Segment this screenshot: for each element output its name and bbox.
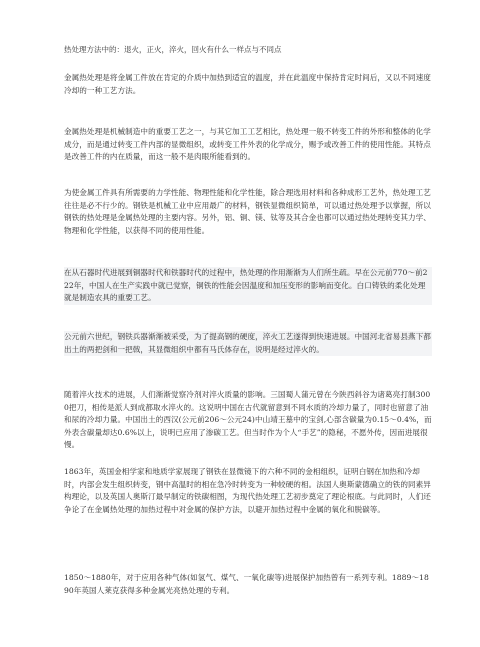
paragraph: 公元前六世纪，钢铁兵器渐渐被采受，为了提高钢的硬度，淬火工艺遂得到快速进展。中国河北省易县燕下都出土的两把剑和一把戟，其显微组织中都有马氏体存在，说明是经过淬火的。 — [64, 331, 432, 356]
paragraph: 随着淬火技术的进展，人们渐渐觉察冷剂对淬火质量的影响。三国蜀人蒲元曾在今陕西斜谷为诸葛亮打制3000把刀，相传是派人到成都取水淬火的。这说明中国在古代就留意到不同水质的冷却力量了，同时也留意了油和尿的冷却力量。中国出土的西汉(公元前206～公元24)中山靖王墓中的宝剑,心部含碳量为0.15～0.4%，而外表含碳量却达0.6%以上，说明已应用了渗碳工艺。但当时作为个人“手艺”的隐秘，不愿外传，因而进展很慢。 — [64, 390, 432, 450]
paragraph: 1850～1880年，对于应用各种气体(如氢气、煤气、一氧化碳等)进展保护加热曾有一系列专利。1889～1890年英国人莱克获得多种金属光亮热处理的专利。 — [64, 573, 429, 595]
paragraph: 金属热处理是机械制造中的重要工艺之一，与其它加工工艺相比，热处理一般不转变工件的外形和整体的化学成分，而是通过转变工件内部的显微组织，或转变工件外表的化学成分，赐予或改善工件的使用性能。其特点是改善工件的内在质量，而这一般不是肉眼所能看到的。 — [64, 127, 431, 162]
paragraph: 金属热处理是将金属工件放在肯定的介质中加热到适宜的温度，并在此温度中保持肯定时间后，又以不同速度冷却的一种工艺方法。 — [64, 73, 431, 95]
paragraph: 1863年，英国金相学家和地质学家展现了钢铁在显微镜下的六种不同的金相组织，证明白钢在加热和冷却时，内部会发生组织转变，钢中高温时的相在急冷时转变为一种较硬的相。法国人奥斯蒙德确立的铁的同素异构理论，以及英国人奥斯汀最早制定的铁碳相图，为现代热处理工艺初步奠定了理论根底。与此同时，人们还争论了在金属热处理的加热过程中对金属的保护方法，以避开加热过程中金属的氧化和脱碳等。 — [64, 467, 431, 514]
paragraph: 在从石器时代进展到铜器时代和铁器时代的过程中，热处理的作用渐渐为人们所生疏。早在公元前770～前222年，中国人在生产实践中就已觉察，铜铁的性能会因温度和加压变形的影响而变化。白口铸铁的柔化处理就是制造农具的重要工艺。 — [64, 267, 432, 305]
document-title: 热处理方法中的：退火，正火，淬火，回火有什么一样点与不同点 — [64, 45, 282, 54]
paragraph: 为使金属工件具有所需要的力学性能、物理性能和化学性能，除合理选用材料和各种成形工艺外，热处理工艺往往是必不行少的。钢铁是机械工业中应用最广的材料，钢铁显微组织简单，可以通过热处理予以掌握，所以钢铁的热处理是金属热处理的主要内容。另外，铝、铜、镁、钛等及其合金也都可以通过热处理转变其力学、物理和化学性能，以获得不同的使用性能。 — [64, 188, 431, 235]
